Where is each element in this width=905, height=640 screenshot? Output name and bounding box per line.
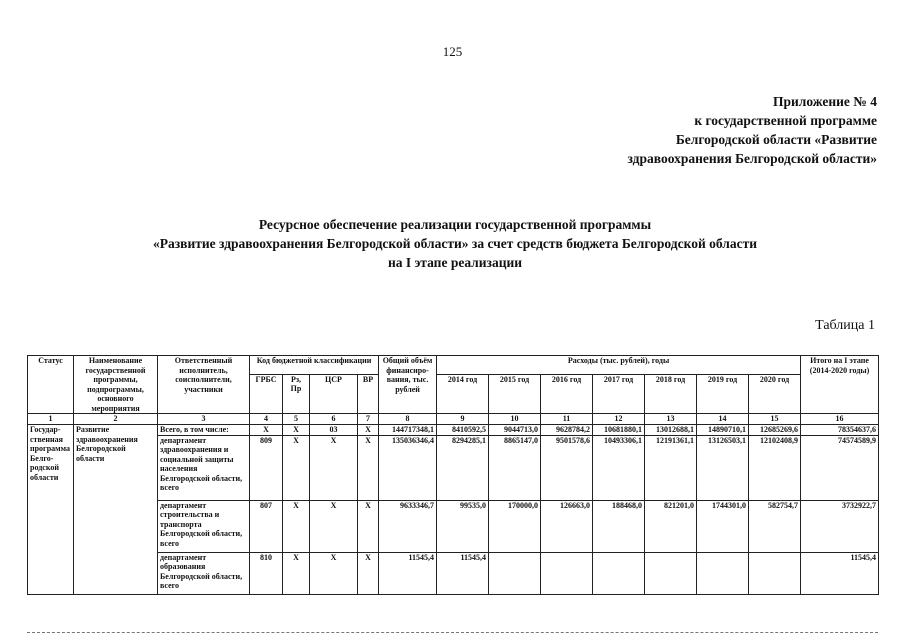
- header-stage-total: Итого на I этапе (2014-2020 годы): [801, 356, 879, 414]
- year-2017-cell: 10681880,1: [593, 425, 645, 436]
- responsible-cell: департамент здравоохранения и социальной защиты населения Белгородской области, всего: [158, 435, 250, 500]
- header-responsible: Ответственный исполнитель, соисполнители, участники: [158, 356, 250, 414]
- grbs-cell: 809: [250, 435, 283, 500]
- year-2016-cell: 9501578,6: [541, 435, 593, 500]
- column-number: 8: [379, 414, 437, 425]
- grbs-cell: X: [250, 425, 283, 436]
- appendix-line-3: Белгородской области «Развитие: [675, 132, 877, 147]
- title-line-1: Ресурсное обеспечение реализации государственной программы: [258, 217, 652, 232]
- header-year-2019: 2019 год: [697, 374, 749, 413]
- year-2017-cell: 10493306,1: [593, 435, 645, 500]
- header-budget-code: Код бюджетной классификации: [250, 356, 379, 375]
- responsible-cell: департамент образования Белгородской области, всего: [158, 552, 250, 594]
- header-year-2016: 2016 год: [541, 374, 593, 413]
- year-2016-cell: 126663,0: [541, 500, 593, 552]
- appendix-line-1: Приложение № 4: [773, 94, 877, 109]
- page-number: 125: [442, 44, 463, 59]
- vr-cell: X: [358, 552, 379, 594]
- responsible-cell: департамент строительства и транспорта Белгородской области, всего: [158, 500, 250, 552]
- table-row-total: [28, 425, 879, 436]
- year-2018-cell: [645, 552, 697, 594]
- vr-cell: X: [358, 435, 379, 500]
- column-number: 12: [593, 414, 645, 425]
- year-2016-cell: 9628784,2: [541, 425, 593, 436]
- header-vr: ВР: [358, 374, 379, 413]
- page-bottom-divider: [27, 632, 878, 633]
- header-year-2015: 2015 год: [489, 374, 541, 413]
- column-number: 13: [645, 414, 697, 425]
- column-number: 16: [801, 414, 879, 425]
- vr-cell: X: [358, 425, 379, 436]
- rz-pr-cell: X: [283, 552, 310, 594]
- appendix-line-4: здравоохранения Белгородской области»: [627, 151, 877, 166]
- title-line-3: на I этапе реализации: [387, 255, 523, 270]
- year-2019-cell: 1744301,0: [697, 500, 749, 552]
- column-number: 4: [250, 414, 283, 425]
- year-2014-cell: 8410592,5: [437, 425, 489, 436]
- column-number: 1: [28, 414, 74, 425]
- column-number: 11: [541, 414, 593, 425]
- header-total-volume: Общий объём финансиро-вания, тыс. рублей: [379, 356, 437, 414]
- table-label: Таблица 1: [815, 318, 875, 333]
- header-year-2018: 2018 год: [645, 374, 697, 413]
- stage-total-cell: 78354637,6: [801, 425, 879, 436]
- rz-pr-cell: X: [283, 425, 310, 436]
- appendix-line-2: к государственной программе: [694, 113, 877, 128]
- year-2015-cell: 8865147,0: [489, 435, 541, 500]
- year-2019-cell: [697, 552, 749, 594]
- total-cell: 9633346,7: [379, 500, 437, 552]
- column-number: 3: [158, 414, 250, 425]
- column-number: 14: [697, 414, 749, 425]
- year-2015-cell: 9044713,0: [489, 425, 541, 436]
- csr-cell: X: [310, 435, 358, 500]
- year-2020-cell: [749, 552, 801, 594]
- year-2014-cell: 11545,4: [437, 552, 489, 594]
- year-2018-cell: 821201,0: [645, 500, 697, 552]
- column-number: 6: [310, 414, 358, 425]
- header-expenses: Расходы (тыс. рублей), годы: [437, 356, 801, 375]
- title-line-2: «Развитие здравоохранения Белгородской области» за счет средств бюджета Белгородской области: [153, 236, 757, 251]
- header-grbs: ГРБС: [250, 374, 283, 413]
- year-2019-cell: 13126503,1: [697, 435, 749, 500]
- appendix-header: [557, 92, 877, 168]
- header-program-name: Наименование государственной программы, подпрограммы, основного мероприятия: [74, 356, 158, 414]
- total-cell: 144717348,1: [379, 425, 437, 436]
- year-2015-cell: [489, 552, 541, 594]
- stage-total-cell: 74574589,9: [801, 435, 879, 500]
- column-number: 5: [283, 414, 310, 425]
- total-cell: 11545,4: [379, 552, 437, 594]
- header-year-2017: 2017 год: [593, 374, 645, 413]
- year-2017-cell: [593, 552, 645, 594]
- status-cell: Государ-ственная программа Белго-родской области: [28, 425, 74, 595]
- resources-table: [27, 355, 879, 595]
- header-status: Статус: [28, 356, 74, 414]
- responsible-cell: Всего, в том числе:: [158, 425, 250, 436]
- header-year-2014: 2014 год: [437, 374, 489, 413]
- program-name-cell: Развитие здравоохранения Белгородской области: [74, 425, 158, 595]
- year-2016-cell: [541, 552, 593, 594]
- year-2014-cell: 99535,0: [437, 500, 489, 552]
- year-2015-cell: 170000,0: [489, 500, 541, 552]
- year-2020-cell: 12685269,6: [749, 425, 801, 436]
- year-2018-cell: 13012688,1: [645, 425, 697, 436]
- year-2020-cell: 12102408,9: [749, 435, 801, 500]
- stage-total-cell: 3732922,7: [801, 500, 879, 552]
- year-2019-cell: 14890710,1: [697, 425, 749, 436]
- rz-pr-cell: X: [283, 500, 310, 552]
- grbs-cell: 807: [250, 500, 283, 552]
- header-rz-pr: Рз, Пр: [283, 374, 310, 413]
- column-number: 9: [437, 414, 489, 425]
- rz-pr-cell: X: [283, 435, 310, 500]
- document-title: [60, 215, 850, 272]
- csr-cell: X: [310, 552, 358, 594]
- stage-total-cell: 11545,4: [801, 552, 879, 594]
- header-csr: ЦСР: [310, 374, 358, 413]
- year-2017-cell: 188468,0: [593, 500, 645, 552]
- total-cell: 135036346,4: [379, 435, 437, 500]
- csr-cell: X: [310, 500, 358, 552]
- year-2018-cell: 12191361,1: [645, 435, 697, 500]
- column-number: 2: [74, 414, 158, 425]
- header-year-2020: 2020 год: [749, 374, 801, 413]
- year-2020-cell: 582754,7: [749, 500, 801, 552]
- column-number-row: [28, 414, 879, 425]
- year-2014-cell: 8294285,1: [437, 435, 489, 500]
- column-number: 15: [749, 414, 801, 425]
- column-number: 10: [489, 414, 541, 425]
- grbs-cell: 810: [250, 552, 283, 594]
- column-number: 7: [358, 414, 379, 425]
- vr-cell: X: [358, 500, 379, 552]
- csr-cell: 03: [310, 425, 358, 436]
